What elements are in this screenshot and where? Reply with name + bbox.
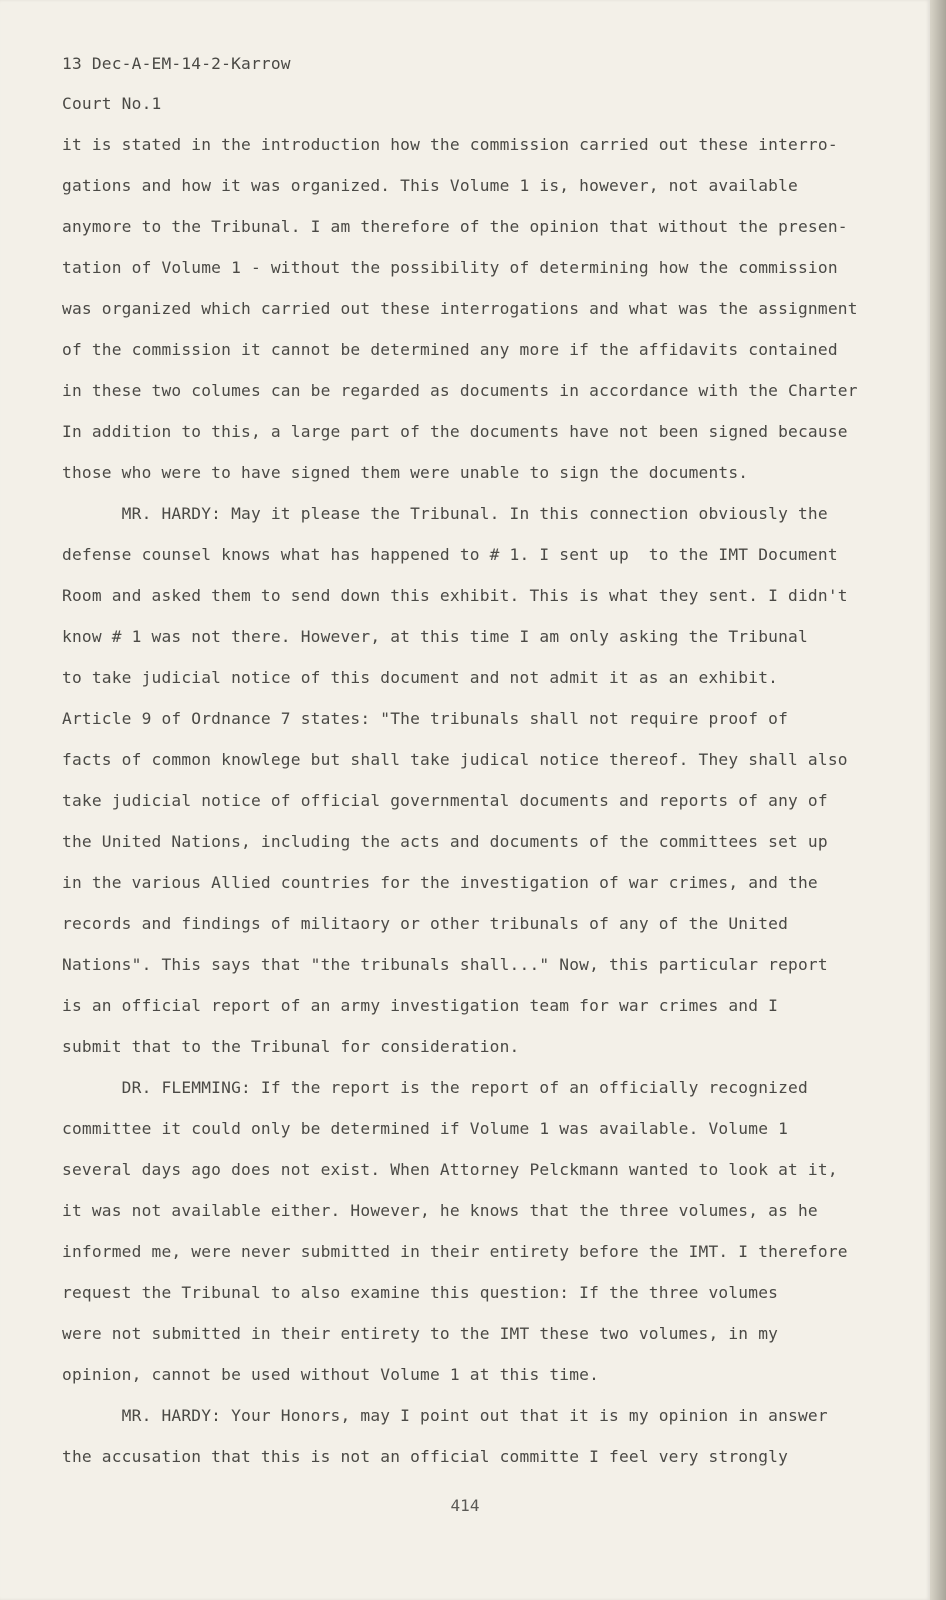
text-line: anymore to the Tribunal. I am therefore of the opinion that without the presen- [62,217,848,236]
body-text [62,124,882,1477]
page-number: 414 [450,1496,480,1515]
text-line: records and findings of militaory or other tribunals of any of the United [62,914,789,933]
text-line: opinion, cannot be used without Volume 1 at this time. [62,1365,600,1384]
text-line: of the commission it cannot be determined any more if the affidavits contained [62,340,838,359]
page-edge [930,0,946,1600]
text-line: the United Nations, including the acts and documents of the committees set up [62,832,828,851]
text-line: those who were to have signed them were unable to sign the documents. [62,463,749,482]
text-line: Room and asked them to send down this exhibit. This is what they sent. I didn't [62,586,848,605]
text-line: to take judicial notice of this document and not admit it as an exhibit. [62,668,779,687]
typed-text [62,44,882,1477]
text-line: MR. HARDY: Your Honors, may I point out that it is my opinion in answer [62,1406,828,1425]
text-line: it is stated in the introduction how the commission carried out these interro- [62,135,838,154]
text-line: was organized which carried out these interrogations and what was the assignment [62,299,858,318]
text-line: were not submitted in their entirety to the IMT these two volumes, in my [62,1324,779,1343]
doc-id-header: 13 Dec-A-EM-14-2-Karrow [62,54,291,73]
text-line: facts of common knowlege but shall take judical notice thereof. They shall also [62,750,848,769]
text-line: it was not available either. However, he knows that the three volumes, as he [62,1201,818,1220]
text-line: committee it could only be determined if Volume 1 was available. Volume 1 [62,1119,789,1138]
court-header: Court No.1 [62,94,162,113]
text-line: Article 9 of Ordnance 7 states: "The tribunals shall not require proof of [62,709,789,728]
text-line: Nations". This says that "the tribunals shall..." Now, this particular report [62,955,828,974]
text-line: in the various Allied countries for the investigation of war crimes, and the [62,873,818,892]
text-line: informed me, were never submitted in their entirety before the IMT. I therefore [62,1242,848,1261]
text-line: take judicial notice of official governmental documents and reports of any of [62,791,828,810]
text-line: is an official report of an army investigation team for war crimes and I [62,996,779,1015]
text-line: know # 1 was not there. However, at this time I am only asking the Tribunal [62,627,808,646]
text-line: several days ago does not exist. When Attorney Pelckmann wanted to look at it, [62,1160,838,1179]
text-line: gations and how it was organized. This Volume 1 is, however, not available [62,176,798,195]
text-line: tation of Volume 1 - without the possibility of determining how the commission [62,258,838,277]
text-line: defense counsel knows what has happened to # 1. I sent up to the IMT Document [62,545,838,564]
text-line: in these two columes can be regarded as documents in accordance with the Charter [62,381,858,400]
text-line: the accusation that this is not an official committe I feel very strongly [62,1447,789,1466]
text-line: DR. FLEMMING: If the report is the report of an officially recognized [62,1078,808,1097]
text-line: submit that to the Tribunal for consideration. [62,1037,520,1056]
text-line: MR. HARDY: May it please the Tribunal. In this connection obviously the [62,504,828,523]
text-line: In addition to this, a large part of the documents have not been signed because [62,422,848,441]
text-line: request the Tribunal to also examine this question: If the three volumes [62,1283,779,1302]
